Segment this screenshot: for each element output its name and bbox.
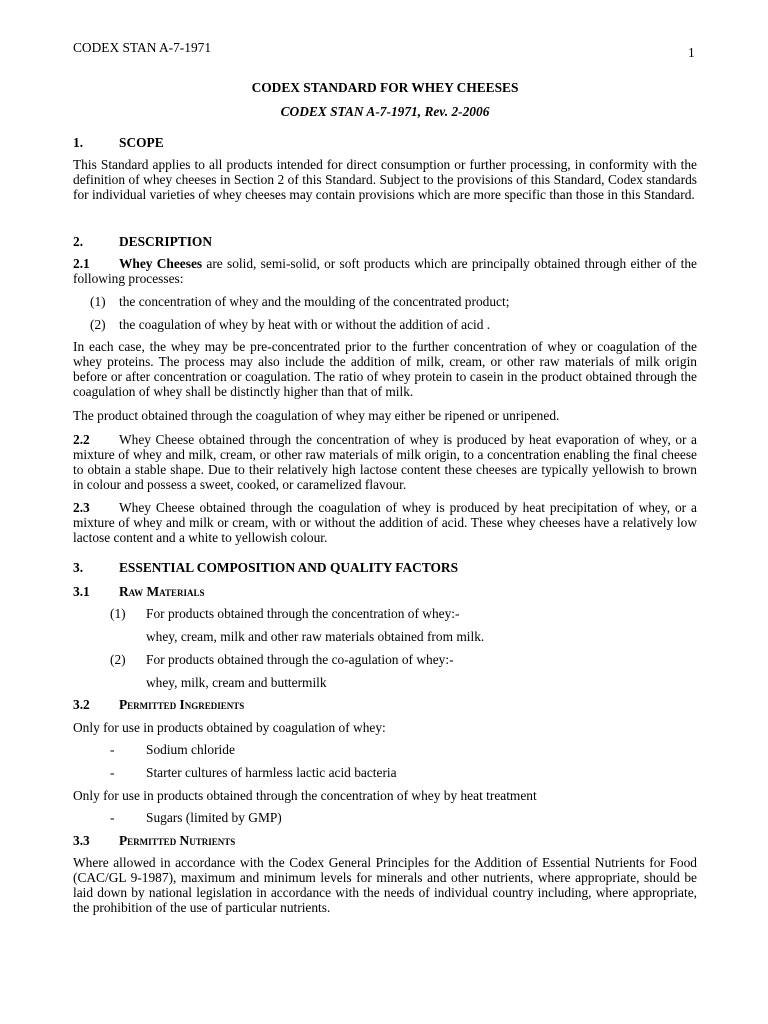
list-item [90, 317, 714, 332]
subsection-title: Permitted Ingredients [119, 697, 245, 712]
list-item [110, 742, 734, 757]
page-number: 1 [688, 45, 695, 60]
section-heading-composition [73, 560, 697, 575]
list-text: Sugars (limited by GMP) [146, 810, 282, 825]
section-number: 2. [73, 234, 84, 249]
list-item [90, 294, 714, 309]
section-heading-scope [73, 135, 697, 150]
list-marker: (1) [90, 294, 106, 309]
section-heading-description [73, 234, 697, 249]
clause-number: 2.1 [73, 256, 90, 271]
coagulation-intro: Only for use in products obtained by coagulation of whey: [73, 720, 386, 735]
section-title: SCOPE [119, 135, 164, 150]
section-title: DESCRIPTION [119, 234, 213, 249]
clause-text: Whey Cheese obtained through the coagulation of whey is produced by heat precipitation of whey, or a mixture of whey and milk or cream, with or without the addition of acid. These whey cheeses have a relatively low lactose content and a white to yellowish colour. [73, 500, 697, 545]
list-text: Starter cultures of harmless lactic acid bacteria [146, 765, 397, 780]
clause-text: Whey Cheese obtained through the concentration of whey is produced by heat evaporation of whey, or a mixture of whey and milk, cream, or other raw materials of milk origin, to a concentration enabling the final cheese to obtain a stable shape. Due to their relatively high lactose content these cheeses are typically yellowish to brown in colour and possess a sweet, cooked, or caramelized flavour. [73, 432, 697, 492]
subsection-title: Permitted Nutrients [119, 833, 236, 848]
subsection-heading-permitted-nutrients [73, 833, 697, 848]
clause-number: 2.2 [73, 432, 90, 447]
subsection-number: 3.2 [73, 697, 90, 712]
section-number: 3. [73, 560, 84, 575]
subsection-number: 3.1 [73, 584, 90, 599]
clause-number: 2.3 [73, 500, 90, 515]
list-marker: - [110, 765, 115, 780]
list-text: Sodium chloride [146, 742, 235, 757]
list-marker: (1) [110, 606, 126, 621]
list-text: For products obtained through the concentration of whey:- [146, 606, 460, 621]
list-item [110, 765, 734, 780]
paragraph-ripened: The product obtained through the coagulation of whey may either be ripened or unripened. [73, 408, 560, 423]
document-title: CODEX STANDARD FOR WHEY CHEESES [251, 80, 519, 95]
subsection-number: 3.3 [73, 833, 90, 848]
concentration-intro: Only for use in products obtained through the concentration of whey by heat treatment [73, 788, 537, 803]
scope-paragraph: This Standard applies to all products intended for direct consumption or further processing, in conformity with the definition of whey cheeses in Section 2 of this Standard. Subject to the provisions of this Standard, Codex standards for individual varieties of whey cheeses may contain provisions which are more specific than those in this Standard. [73, 157, 697, 202]
paragraph-each-case: In each case, the whey may be pre-concentrated prior to the further concentration of whey or coagulation of the whey proteins. The process may also include the addition of milk, cream, or other raw materials of milk origin before or after concentration or coagulation. The ratio of whey protein to casein in the product obtained through the coagulation of whey shall be distinctly higher than that of milk. [73, 339, 697, 399]
section-number: 1. [73, 135, 84, 150]
document-subtitle: CODEX STAN A-7-1971, Rev. 2-2006 [280, 104, 490, 119]
list-marker: - [110, 810, 115, 825]
subsection-heading-raw-materials [73, 584, 697, 599]
section-title: ESSENTIAL COMPOSITION AND QUALITY FACTORS [119, 560, 459, 575]
paragraph-2-1 [73, 256, 697, 286]
paragraph-2-2 [73, 432, 697, 492]
clause-text: are solid, semi-solid, or soft products which are principally obtained through either of the following processes: [73, 256, 697, 286]
list-detail: whey, milk, cream and buttermilk [146, 675, 327, 690]
defined-term: Whey Cheeses [119, 256, 203, 271]
list-item [110, 652, 734, 667]
list-marker: - [110, 742, 115, 757]
list-text: For products obtained through the co-agulation of whey:- [146, 652, 454, 667]
list-item [110, 810, 734, 825]
nutrients-paragraph: Where allowed in accordance with the Codex General Principles for the Addition of Essential Nutrients for Food (CAC/GL 9-1987), maximum and minimum levels for minerals and other nutrients, where appropriate, should be laid down by national legislation in accordance with the needs of individual country including, where appropriate, the prohibition of the use of particular nutrients. [73, 855, 697, 915]
list-text: the coagulation of whey by heat with or without the addition of acid . [119, 317, 491, 332]
list-text: the concentration of whey and the moulding of the concentrated product; [119, 294, 510, 309]
header-doc-code: CODEX STAN A-7-1971 [73, 40, 212, 55]
list-marker: (2) [110, 652, 126, 667]
subsection-heading-permitted-ingredients [73, 697, 697, 712]
list-marker: (2) [90, 317, 106, 332]
subsection-title: Raw Materials [119, 584, 205, 599]
list-item [110, 606, 734, 621]
paragraph-2-3 [73, 500, 697, 545]
list-detail: whey, cream, milk and other raw materials obtained from milk. [146, 629, 485, 644]
